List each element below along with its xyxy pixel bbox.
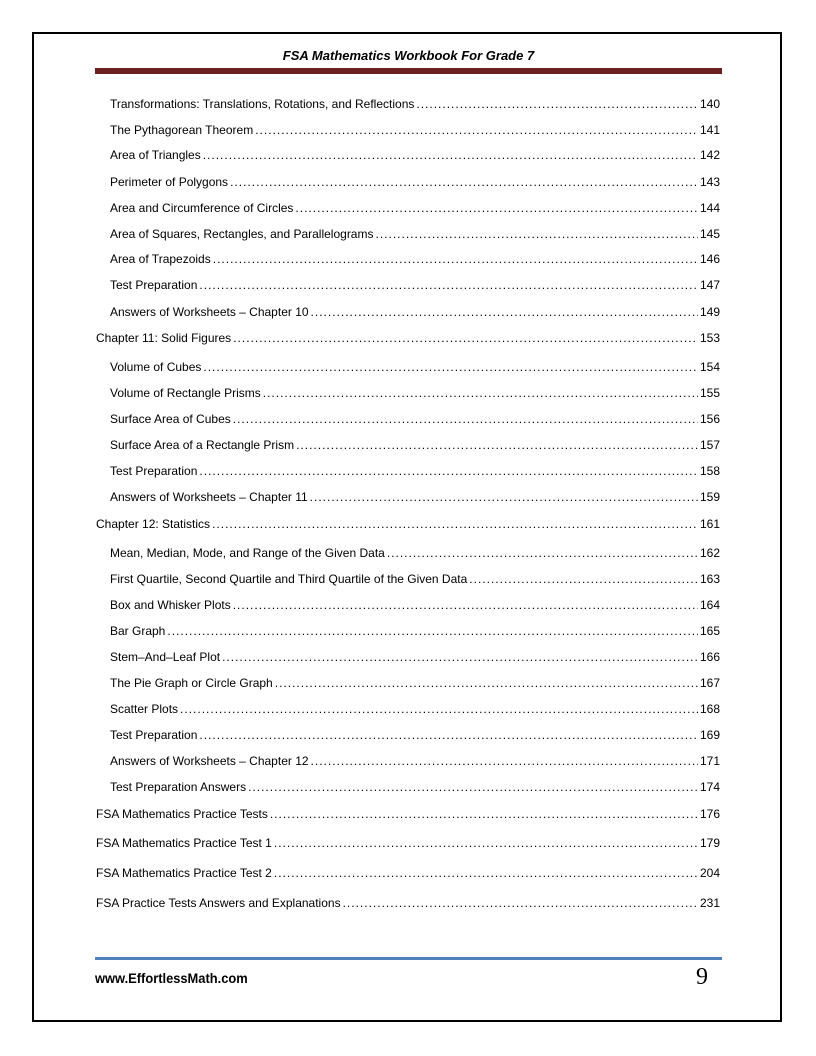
dot-leader (203, 360, 698, 375)
toc-entry-page: 149 (699, 305, 720, 319)
dot-leader (233, 331, 698, 346)
toc-entry[interactable] (110, 624, 720, 639)
toc-entry-page: 146 (699, 252, 720, 266)
toc-entry[interactable] (96, 836, 720, 851)
dot-leader (233, 412, 698, 427)
toc-entry-title: Chapter 12: Statistics (96, 517, 211, 531)
toc-entry[interactable] (110, 227, 720, 242)
toc-entry-title: Answers of Worksheets – Chapter 12 (110, 754, 309, 768)
toc-entry-page: 156 (699, 412, 720, 426)
toc-entry[interactable] (110, 598, 720, 613)
dot-leader (310, 490, 698, 505)
toc-entry-page: 161 (699, 517, 720, 531)
toc-entry-page: 162 (699, 546, 720, 560)
toc-entry-page: 204 (699, 866, 720, 880)
toc-entry[interactable] (110, 278, 720, 293)
toc-entry[interactable] (110, 780, 720, 795)
toc-entry[interactable] (96, 896, 720, 911)
dot-leader (416, 97, 698, 112)
toc-entry-page: 168 (699, 702, 720, 716)
toc-entry[interactable] (110, 360, 720, 375)
toc-entry-title: Test Preparation (110, 728, 198, 742)
toc-entry-page: 144 (699, 201, 720, 215)
dot-leader (203, 148, 698, 163)
toc-entry-title: Scatter Plots (110, 702, 179, 716)
toc-entry[interactable] (110, 546, 720, 561)
running-header-title: FSA Mathematics Workbook For Grade 7 (282, 48, 535, 63)
dot-leader (180, 702, 698, 717)
toc-entry-title: The Pythagorean Theorem (110, 123, 254, 137)
dot-leader (199, 278, 698, 293)
dot-leader (295, 201, 698, 216)
header-rule (95, 68, 722, 74)
toc-entry-title: Transformations: Translations, Rotations, and Reflections (110, 97, 415, 111)
footer-website[interactable]: www.EffortlessMath.com (95, 970, 248, 986)
toc-entry-page: 176 (699, 807, 720, 821)
dot-leader (212, 517, 698, 532)
dot-leader (199, 464, 698, 479)
toc-entry[interactable] (110, 464, 720, 479)
page-number: 9 (696, 964, 708, 990)
toc-entry-page: 158 (699, 464, 720, 478)
dot-leader (255, 123, 698, 138)
toc-entry[interactable] (110, 728, 720, 743)
dot-leader (233, 598, 698, 613)
toc-entry-title: Bar Graph (110, 624, 166, 638)
toc-entry-page: 165 (699, 624, 720, 638)
toc-entry[interactable] (96, 517, 720, 532)
dot-leader (311, 754, 698, 769)
dot-leader (213, 252, 698, 267)
toc-entry-title: Box and Whisker Plots (110, 598, 231, 612)
toc-entry-page: 145 (699, 227, 720, 241)
toc-entry[interactable] (110, 305, 720, 320)
toc-entry-page: 174 (699, 780, 720, 794)
toc-entry-title: Answers of Worksheets – Chapter 10 (110, 305, 309, 319)
toc-entry-title: Test Preparation (110, 278, 198, 292)
toc-entry-page: 179 (699, 836, 720, 850)
toc-entry[interactable] (110, 572, 720, 587)
toc-entry-page: 231 (699, 896, 720, 910)
toc-entry[interactable] (110, 123, 720, 138)
toc-entry-page: 164 (699, 598, 720, 612)
toc-entry-page: 155 (699, 386, 720, 400)
toc-entry-title: Volume of Cubes (110, 360, 202, 374)
toc-entry-title: Area and Circumference of Circles (110, 201, 294, 215)
toc-entry[interactable] (110, 438, 720, 453)
dot-leader (263, 386, 698, 401)
toc-entry-page: 171 (699, 754, 720, 768)
toc-entry-page: 157 (699, 438, 720, 452)
toc-entry-title: Surface Area of a Rectangle Prism (110, 438, 295, 452)
toc-entry[interactable] (96, 807, 720, 822)
toc-entry[interactable] (96, 331, 720, 346)
toc-entry-page: 163 (699, 572, 720, 586)
toc-entry-title: Surface Area of Cubes (110, 412, 231, 426)
toc-entry[interactable] (110, 252, 720, 267)
toc-entry-title: Chapter 11: Solid Figures (96, 331, 232, 345)
toc-entry-title: The Pie Graph or Circle Graph (110, 676, 273, 690)
dot-leader (248, 780, 698, 795)
toc-entry-page: 154 (699, 360, 720, 374)
toc-entry-title: Area of Triangles (110, 148, 201, 162)
toc-entry-title: FSA Mathematics Practice Test 1 (96, 836, 272, 850)
dot-leader (375, 227, 697, 242)
dot-leader (469, 572, 698, 587)
footer-rule (95, 957, 722, 960)
toc-entry[interactable] (110, 490, 720, 505)
toc-entry-title: Area of Squares, Rectangles, and Parallelograms (110, 227, 374, 241)
toc-entry[interactable] (110, 676, 720, 691)
toc-entry[interactable] (110, 650, 720, 665)
toc-entry-title: FSA Mathematics Practice Tests (96, 807, 268, 821)
toc-entry[interactable] (96, 866, 720, 881)
toc-entry-title: Volume of Rectangle Prisms (110, 386, 261, 400)
toc-entry-page: 142 (699, 148, 720, 162)
dot-leader (311, 305, 698, 320)
toc-entry-page: 166 (699, 650, 720, 664)
dot-leader (343, 896, 698, 911)
toc-entry-title: Perimeter of Polygons (110, 175, 229, 189)
toc-entry-page: 167 (699, 676, 720, 690)
dot-leader (387, 546, 698, 561)
dot-leader (275, 676, 698, 691)
dot-leader (199, 728, 698, 743)
toc-entry-title: Stem–And–Leaf Plot (110, 650, 221, 664)
toc-entry-page: 140 (699, 97, 720, 111)
toc-entry[interactable] (110, 412, 720, 427)
dot-leader (270, 807, 698, 822)
dot-leader (222, 650, 698, 665)
toc-entry[interactable] (110, 175, 720, 190)
dot-leader (167, 624, 698, 639)
toc-entry[interactable] (110, 702, 720, 717)
toc-entry-page: 153 (699, 331, 720, 345)
toc-entry[interactable] (110, 754, 720, 769)
dot-leader (230, 175, 698, 190)
toc-entry-title: Test Preparation Answers (110, 780, 247, 794)
toc-entry-title: Mean, Median, Mode, and Range of the Given Data (110, 546, 385, 560)
toc-entry-page: 147 (699, 278, 720, 292)
toc-entry-page: 143 (699, 175, 720, 189)
toc-entry-page: 141 (699, 123, 720, 137)
toc-entry[interactable] (110, 201, 720, 216)
toc-entry[interactable] (110, 386, 720, 401)
toc-entry[interactable] (110, 97, 720, 112)
dot-leader (296, 438, 698, 453)
dot-leader (274, 836, 698, 851)
toc-entry-page: 159 (699, 490, 720, 504)
dot-leader (274, 866, 698, 881)
toc-entry-title: First Quartile, Second Quartile and Third Quartile of the Given Data (110, 572, 468, 586)
toc-entry[interactable] (110, 148, 720, 163)
toc-entry-title: FSA Mathematics Practice Test 2 (96, 866, 272, 880)
toc-entry-title: FSA Practice Tests Answers and Explanations (96, 896, 341, 910)
toc-entry-title: Answers of Worksheets – Chapter 11 (110, 490, 308, 504)
toc-entry-title: Test Preparation (110, 464, 198, 478)
toc-entry-page: 169 (699, 728, 720, 742)
toc-entry-title: Area of Trapezoids (110, 252, 211, 266)
